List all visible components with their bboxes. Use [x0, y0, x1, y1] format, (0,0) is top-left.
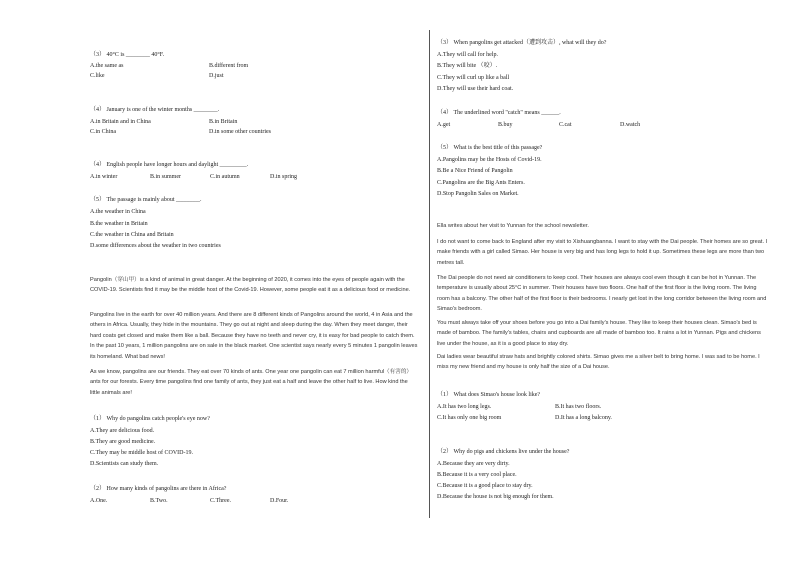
option-d[interactable]: D.Because the house is not big enough for them. — [437, 494, 554, 500]
passage-paragraph-2: Pangolins live in the earth for over 40 million years. And there are 8 different kinds of Pangolins around the world, 4 in Asia and the others in Africa. Usually, they hide in the mountains. They go out at night and sleep during the day. When they meet danger, their hard coats get closed and make them like a ball. Because they have no teeth and never cry, it is easy for bad people to catch them. In the past 10 years, 1 million pangolins are on sale in the black market. One scientist says nearly every 5 minutes 1 pangolin leaves its homeland. What bad news! — [90, 312, 418, 360]
option-b[interactable]: B.buy — [498, 122, 513, 128]
option-d[interactable]: D.Scientists can study them. — [90, 461, 159, 467]
question-stem: （1） What does Simao's house look like? — [437, 392, 541, 398]
option-a[interactable]: A.the weather in China — [90, 209, 146, 215]
question-stem: （4） The underlined word "catch" means ______. — [437, 110, 561, 116]
column-divider — [429, 30, 430, 518]
option-c[interactable]: C.Because it is a good place to stay dry. — [437, 483, 533, 489]
option-d[interactable]: D.just — [209, 73, 224, 79]
question-stem: （2） Why do pigs and chickens live under the house? — [437, 449, 570, 455]
question-stem: （4） English people have longer hours and daylight _________. — [90, 162, 249, 168]
option-a[interactable]: A.They will call for help. — [437, 52, 498, 58]
question-stem: （1） Why do pangolins catch people's eye now? — [90, 416, 210, 422]
option-a[interactable]: A.get — [437, 122, 451, 128]
option-c[interactable]: C.like — [90, 73, 105, 79]
option-b[interactable]: B.the weather in Britain — [90, 221, 148, 227]
option-d[interactable]: D.Stop Pangolin Sales on Market. — [437, 191, 519, 197]
option-c[interactable]: C.the weather in China and Britain — [90, 232, 174, 238]
option-b[interactable]: B.They will bite （咬）. — [437, 63, 498, 69]
option-b[interactable]: B.Be a Nice Friend of Pangolin — [437, 168, 513, 174]
passage-paragraph-3: As we know, pangolins are our friends. They eat over 70 kinds of ants. One year one pangolin can eat 7 million harmful（有害的）ants for our forests. Every time pangolins find one family of ants, they just eat a half and leave the other half to live. How kind the little animals are! — [90, 369, 413, 396]
option-d[interactable]: D.in some other countries — [209, 129, 271, 135]
option-c[interactable]: C.It has only one big room — [437, 415, 502, 421]
option-a[interactable]: A.Because they are very dirty. — [437, 461, 510, 467]
option-b[interactable]: B.in Britain — [209, 119, 238, 125]
option-b[interactable]: B.different from — [209, 63, 249, 69]
option-a[interactable]: A.Pangolins may be the Hosts of Covid-19. — [437, 157, 542, 163]
newsletter-intro: Ella writes about her visit to Yunnan for the school newsletter. — [437, 223, 589, 229]
passage-paragraph-1: I do not want to come back to England after my visit to Xishuangbanna. I want to stay with the Dai people. Their homes are so great. I make friends with a girl called Simao. Her house is very big and has long legs to hold it up. Sometimes these legs are more than two metres tall. — [437, 239, 768, 266]
option-b[interactable]: B.Because it is a very cool place. — [437, 472, 517, 478]
option-c[interactable]: C.They may be middle host of COVID-19. — [90, 450, 193, 456]
question-stem: （5） What is the best title of this passage? — [437, 145, 543, 151]
option-d[interactable]: D.watch — [620, 122, 641, 128]
passage-paragraph-1: Pangolin（穿山甲）is a kind of animal in great danger. At the beginning of 2020, it comes into the eyes of people again with the COVID-19. Scientists find it may be the middle host of the Covid-19. However, some people eat it as a delicious food or medicine. — [90, 277, 411, 294]
option-c[interactable]: C.in China — [90, 129, 117, 135]
option-c[interactable]: C.Pangolins are the Big Ants Enters. — [437, 180, 525, 186]
option-b[interactable]: B.It has two floors. — [555, 404, 602, 410]
option-a[interactable]: A.the same as — [90, 63, 124, 69]
option-d[interactable]: D.some differences about the weather in two countries — [90, 243, 221, 249]
option-a[interactable]: A.One. — [90, 498, 108, 504]
option-c[interactable]: C.They will curl up like a ball — [437, 75, 510, 81]
option-d[interactable]: D.in spring — [270, 174, 297, 180]
option-d[interactable]: D.They will use their hard coat. — [437, 86, 514, 92]
option-d[interactable]: D.Four. — [270, 498, 289, 504]
question-stem: （3） 40°C is ________ 40°F. — [90, 52, 165, 58]
option-b[interactable]: B.They are good medicine. — [90, 439, 156, 445]
question-stem: （5） The passage is mainly about ________. — [90, 197, 202, 203]
option-a[interactable]: A.It has two long legs. — [437, 404, 492, 410]
question-stem: （2） How many kinds of pangolins are there in Africa? — [90, 486, 227, 492]
option-a[interactable]: A.in Britain and in China — [90, 119, 151, 125]
question-stem: （3） When pangolins get attacked（遭到攻击）, what will they do? — [437, 40, 607, 46]
option-b[interactable]: B.in summer — [150, 174, 181, 180]
passage-paragraph-4: Dai ladies wear beautiful straw hats and brightly colored shirts. Simao gives me a silver belt to bring home. I was sad to be home. I miss my new friend and my house is only half the size of a Dai house. — [437, 354, 760, 371]
option-a[interactable]: A.in winter — [90, 174, 118, 180]
option-d[interactable]: D.It has a long balcony. — [555, 415, 612, 421]
passage-paragraph-3: You must always take off your shoes before you go into a Dai family's house. They like to keep their houses clean. Simao's bed is made of bamboo. The family's tables, chairs and cupboards are all made of bamboo too. It rains a lot in Yunnan. Pigs and chickens live under the house, as it is a good place to stay dry. — [437, 320, 761, 347]
option-c[interactable]: C.in autumn — [210, 174, 240, 180]
option-c[interactable]: C.Three. — [210, 498, 231, 504]
option-a[interactable]: A.They are delicious food. — [90, 428, 155, 434]
passage-paragraph-2: The Dai people do not need air conditioners to keep cool. Their houses are always cool even though it can be hot in Yunnan. The temperature is usually about 25°C in summer. Their houses have two floors. One half of the first floor is the living room. The living room has a balcony. The other half of the first floor is their bedrooms. I nearly get lost in the long corridor between the living room and Simao's bedroom. — [437, 275, 767, 313]
option-c[interactable]: C.cat — [559, 122, 572, 128]
question-stem: （4） January is one of the winter months ________. — [90, 107, 220, 113]
option-b[interactable]: B.Two. — [150, 498, 168, 504]
